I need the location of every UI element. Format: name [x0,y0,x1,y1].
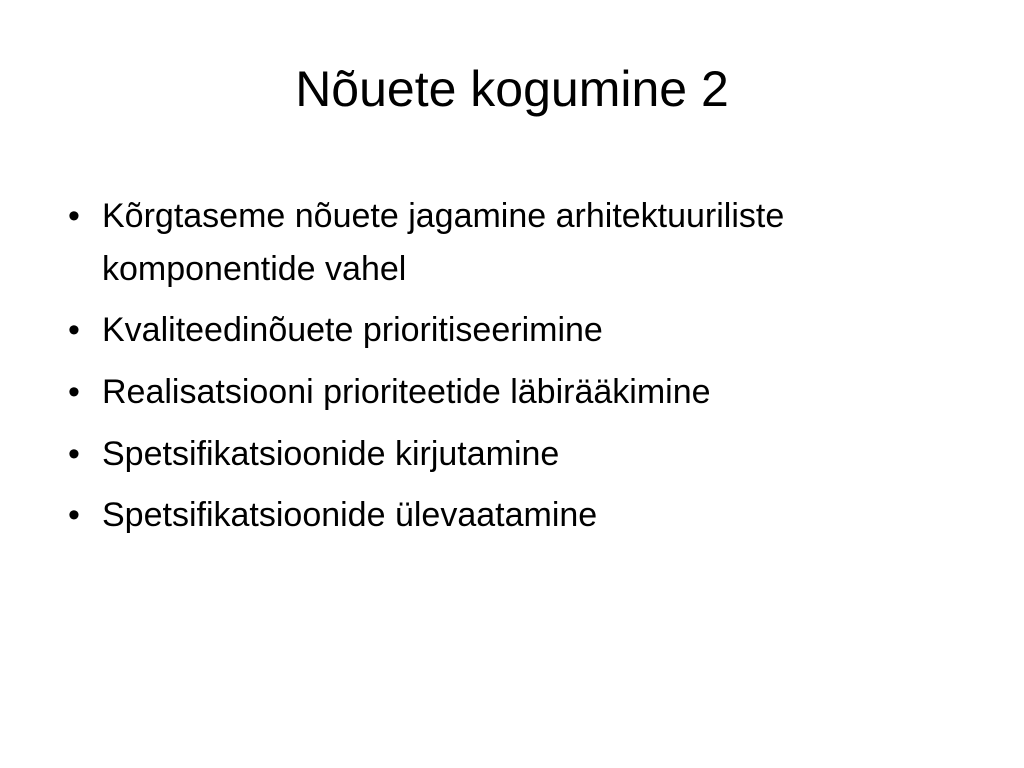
bullet-text: Kvaliteedinõuete prioritiseerimine [102,311,603,350]
bullet-list [56,190,976,551]
bullet-item [56,489,976,543]
bullet-item [56,304,976,358]
slide-title: Nõuete kogumine 2 [295,61,729,117]
bullet-text: Spetsifikatsioonide kirjutamine [102,434,560,473]
bullet-icon: • [68,197,80,235]
bullet-text: Spetsifikatsioonide ülevaatamine [102,496,598,535]
bullet-text: Realisatsiooni prioriteetide läbirääkimine [102,372,711,411]
bullet-item [56,366,976,420]
bullet-icon: • [68,311,80,350]
bullet-icon: • [68,496,80,535]
bullet-icon: • [68,372,80,411]
bullet-text: Kõrgtaseme nõuete jagamine arhitektuuriliste komponentide vahel [102,197,785,289]
bullet-item [56,190,976,296]
bullet-icon: • [68,434,80,473]
bullet-item [56,428,976,482]
